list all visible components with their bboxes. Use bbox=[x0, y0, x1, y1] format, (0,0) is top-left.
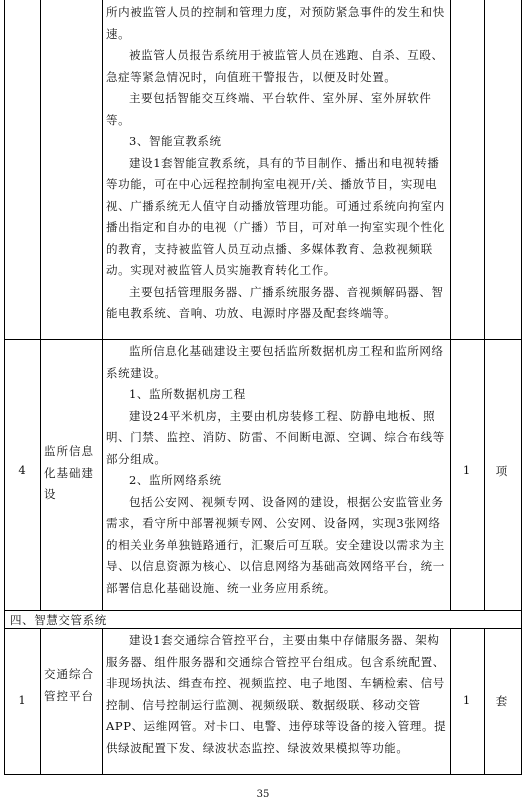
section-header: 四、智慧交管系统 bbox=[10, 613, 107, 627]
grid-line bbox=[4, 0, 5, 775]
row-name: 交通综合管控平台 bbox=[44, 667, 94, 703]
row-quantity: 1 bbox=[462, 693, 471, 707]
paragraph: 主要包括智能交互终端、平台软件、室外屏、室外屏软件等。 bbox=[106, 91, 432, 127]
row-unit: 项 bbox=[495, 464, 508, 478]
paragraph: 建设24平米机房，主要由机房装修工程、防静电地板、照明、门禁、监控、消防、防雷、不间断电源、空调、综合布线等部分组成。 bbox=[106, 408, 445, 466]
row-number: 1 bbox=[18, 693, 26, 707]
row-unit: 套 bbox=[495, 694, 508, 708]
paragraph: 包括公安网、视频专网、设备网的建设，根据公安监管业务需求，看守所中部署视频专网、公安网、设备网，实现3张网络的相关业务单独链路通行，汇聚后可互联。安全建设以需求为主导、以信息资源为核心、以信息网络为基础高效网络平台，统一部署信息化基础设施、统一业务应用系统。 bbox=[106, 494, 445, 595]
paragraph: 主要包括管理服务器、广播系统服务器、音视频解码器、智能电教系统、音响、功放、电源时序器及配套终端等。 bbox=[106, 284, 444, 320]
row-1-description bbox=[106, 630, 450, 759]
grid-line bbox=[4, 628, 522, 629]
paragraph: 所内被监管人员的控制和管理力度，对预防紧急事件的发生和快速。 bbox=[106, 5, 445, 41]
row-name: 监所信息化基础建设 bbox=[44, 444, 94, 501]
row-number: 4 bbox=[18, 463, 26, 477]
subheading: 3、智能宣教系统 bbox=[129, 134, 222, 148]
grid-line bbox=[484, 0, 485, 610]
grid-line bbox=[40, 0, 41, 610]
paragraph: 建设1套智能宣教系统，具有的节目制作、播出和电视转播等功能，可在中心远程控制拘室电视开/关、播放节目，实现电视、广播系统无人值守自动播放管理功能。可通过系统向拘室内播出指定和自办的电视（广播）节目，可对单一拘室实现个性化的教育，支持被监管人员互动点播、多媒体教育、急救视频联动。实现对被监管人员实施教育转化工作。 bbox=[106, 155, 445, 277]
grid-line bbox=[40, 628, 41, 775]
row-4-description bbox=[106, 341, 450, 599]
grid-line bbox=[4, 339, 522, 340]
page-number: 35 bbox=[256, 789, 270, 800]
grid-line bbox=[102, 628, 103, 775]
grid-line bbox=[4, 774, 522, 775]
grid-line bbox=[102, 0, 103, 610]
paragraph: 被监管人员报告系统用于被监管人员在逃跑、自杀、互殴、急症等紧急情况时，向值班干警报告，以便及时处置。 bbox=[106, 48, 444, 84]
grid-line bbox=[450, 0, 451, 610]
subheading: 1、监所数据机房工程 bbox=[129, 387, 246, 401]
grid-line bbox=[521, 0, 522, 775]
paragraph: 监所信息化基础建设主要包括监所数据机房工程和监所网络系统建设。 bbox=[106, 344, 444, 380]
subheading: 2、监所网络系统 bbox=[129, 473, 222, 487]
row-continued-description bbox=[106, 2, 450, 325]
grid-line bbox=[4, 610, 522, 611]
row-quantity: 1 bbox=[462, 463, 471, 477]
paragraph: 建设1套交通综合管控平台，主要由集中存储服务器、架构服务器、组件服务器和交通综合管控平台组成。包含系统配置、非现场执法、缉查布控、视频监控、电子地图、车辆检索、信号控制、信号控制运行监测、视频级联、数据级联、移动交管APP、运维网管。对卡口、电警、违停球等设备的接入管理。提供绿波配置下发、绿波状态监控、绿波效果模拟等功能。 bbox=[106, 633, 447, 755]
